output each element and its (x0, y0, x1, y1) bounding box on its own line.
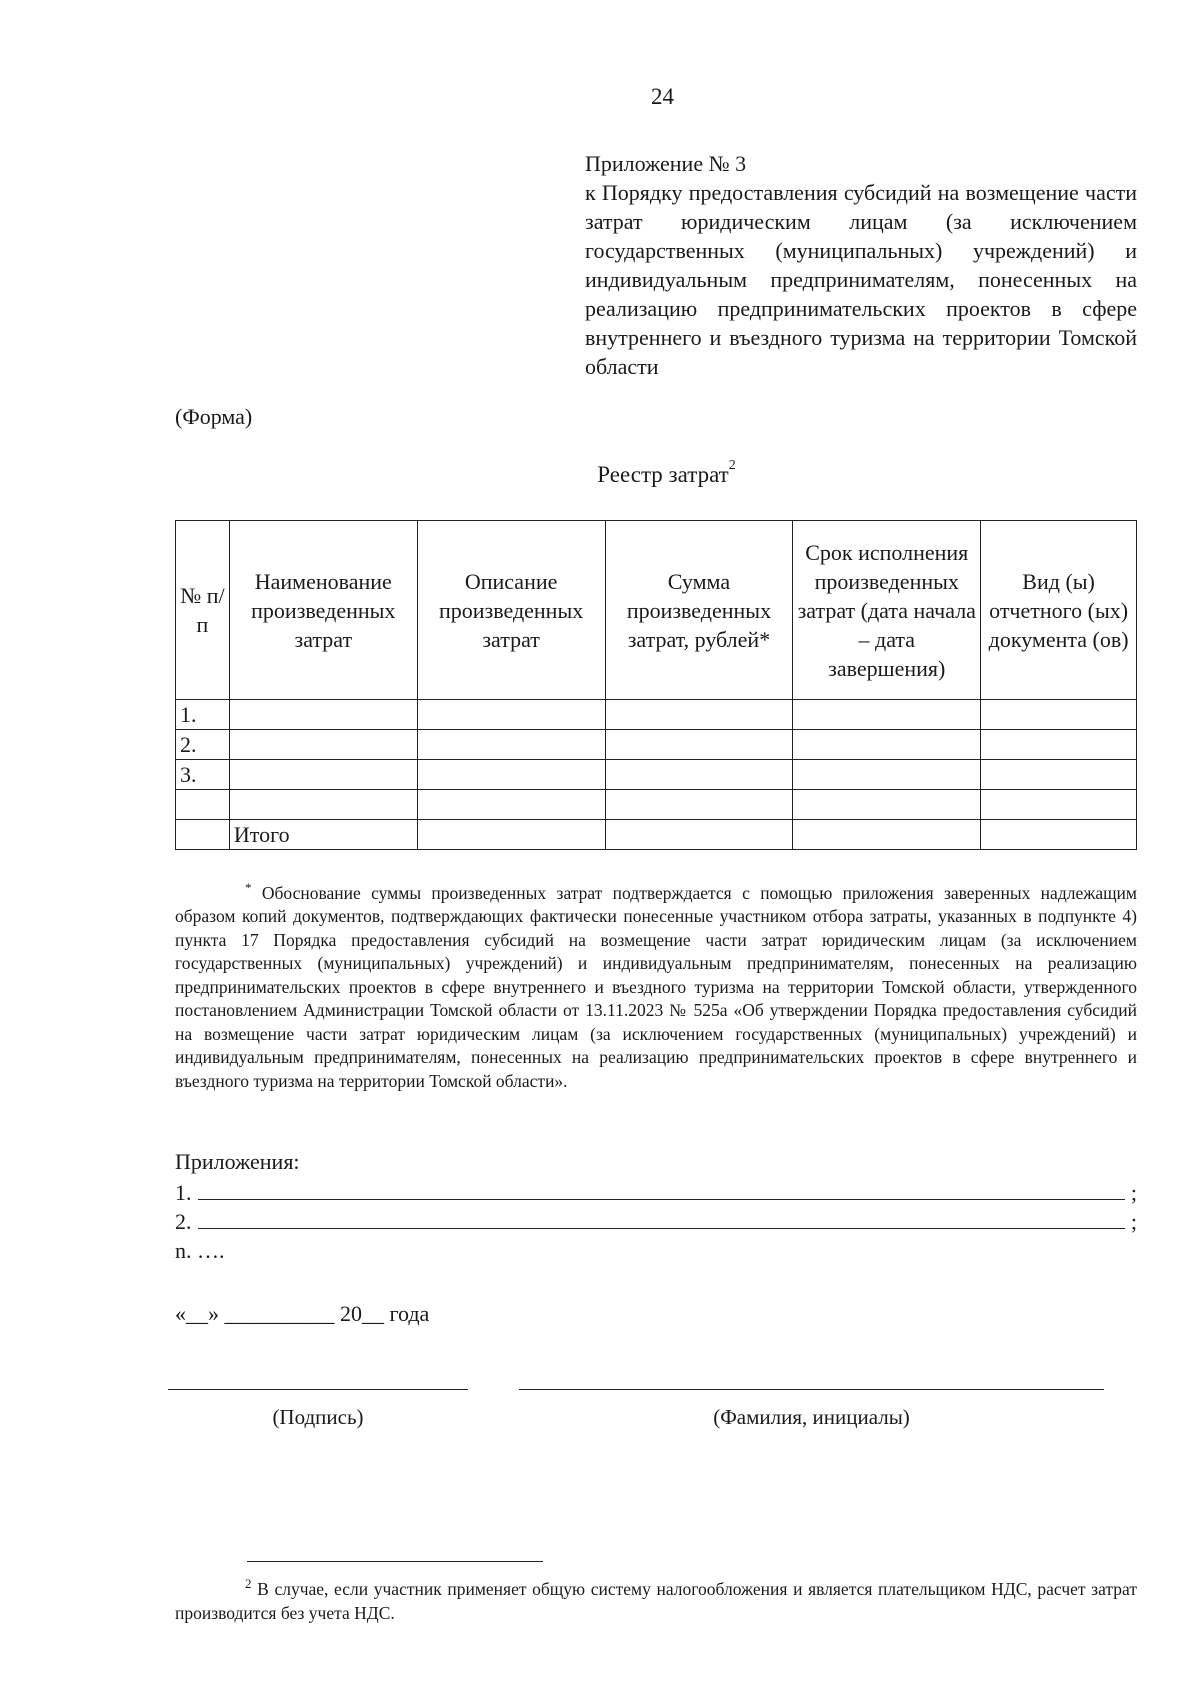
table-cell (229, 790, 417, 820)
footnote-2 (175, 1572, 1137, 1625)
table-cell (981, 820, 1137, 850)
table-cell (793, 820, 981, 850)
registry-title (0, 458, 1200, 488)
table-cell (417, 790, 605, 820)
table-cell (417, 700, 605, 730)
table-cell (981, 730, 1137, 760)
name-label: (Фамилия, инициалы) (713, 1405, 910, 1429)
table-cell (605, 730, 793, 760)
table-cell (605, 790, 793, 820)
table-cell: 1. (176, 700, 230, 730)
table-cell (605, 760, 793, 790)
table-row (176, 790, 1137, 820)
attachments-list (175, 1147, 1137, 1264)
attachment-end: ; (1130, 1180, 1137, 1205)
attachments-heading: Приложения: (175, 1149, 300, 1174)
table-cell (981, 790, 1137, 820)
table-cell (793, 730, 981, 760)
header-cell: Сумма произведенных затрат, рублей* (605, 521, 793, 700)
appendix-text: к Порядку предоставления субсидий на возмещение части затрат юридическим лицам (за исключением государственных (муниципальных) учреждений) и индивидуальным предпринимателям, понесенных на реализацию предпринимательских проектов в сфере внутреннего и въездного туризма на территории Томской области (585, 180, 1137, 379)
table-cell (793, 790, 981, 820)
attachment-item (175, 1206, 1137, 1235)
footnote-star (175, 876, 1137, 1093)
footnote-2-mark: 2 (245, 1576, 252, 1591)
table-row (176, 760, 1137, 790)
table-cell (981, 760, 1137, 790)
table-cell: 3. (176, 760, 230, 790)
page-number: 24 (651, 84, 674, 109)
attachment-item (175, 1177, 1137, 1206)
table-cell (417, 760, 605, 790)
table-cell (417, 820, 605, 850)
table-cell (229, 730, 417, 760)
header-cell: Описание произведенных затрат (417, 521, 605, 700)
header-cell: Вид (ы) отчетного (ых) документа (ов) (981, 521, 1137, 700)
footnote-star-mark: * (245, 880, 252, 895)
table-cell: Итого (229, 820, 417, 850)
attachment-number: 2. (175, 1209, 192, 1234)
footnote-ref-2: 2 (728, 458, 736, 474)
table-row-total (176, 820, 1137, 850)
date-line: «__» __________ 20__ года (175, 1301, 430, 1326)
table-cell (229, 700, 417, 730)
table-cell: 2. (176, 730, 230, 760)
header-cell: Срок исполнения произведенных затрат (дата начала – дата завершения) (793, 521, 981, 700)
signature-line (168, 1389, 468, 1390)
table-cell (229, 760, 417, 790)
table-cell (176, 820, 230, 850)
form-label: (Форма) (175, 404, 253, 429)
signature-label: (Подпись) (272, 1405, 364, 1429)
table-row (176, 700, 1137, 730)
appendix-header (585, 149, 1137, 381)
cost-registry-table (175, 520, 1137, 850)
attachment-more: n. …. (175, 1238, 225, 1263)
header-cell: № п/п (176, 521, 230, 700)
appendix-title: Приложение № 3 (585, 151, 747, 176)
table-cell (793, 700, 981, 730)
name-line (519, 1389, 1104, 1390)
footnote-divider (247, 1561, 543, 1562)
header-cell: Наименование произведенных затрат (229, 521, 417, 700)
table-cell (605, 700, 793, 730)
table-cell (981, 700, 1137, 730)
attachment-end: ; (1130, 1209, 1137, 1234)
table-row (176, 730, 1137, 760)
attachment-fill-line (198, 1228, 1125, 1229)
table-cell (176, 790, 230, 820)
table-cell (793, 760, 981, 790)
footnote-2-text: В случае, если участник применяет общую систему налогообложения и является плательщиком НДС, расчет затрат производится без учета НДС. (175, 1578, 1137, 1623)
table-header-row (176, 521, 1137, 700)
table-cell (417, 730, 605, 760)
attachment-fill-line (198, 1199, 1125, 1200)
attachment-number: 1. (175, 1180, 192, 1205)
table-cell (605, 820, 793, 850)
footnote-star-text: Обоснование суммы произведенных затрат подтверждается с помощью приложения заверенных надлежащим образом копий документов, подтверждающих фактически понесенные участником отбора затраты, указанных в подпункте 4) пункта 17 Порядка предоставления субсидий на возмещение части затрат юридическим лицам (за исключением государственных (муниципальных) учреждений) и индивидуальным предпринимателям, понесенных на реализацию предпринимательских проектов в сфере внутреннего и въездного туризма на территории Томской области, утвержденного постановлением Администрации Томской области от 13.11.2023 № 525а «Об утверждении Порядка предоставления субсидий на возмещение части затрат юридическим лицам (за исключением государственных (муниципальных) учреждений) и индивидуальным предпринимателям, понесенных на реализацию предпринимательских проектов в сфере внутреннего и въездного туризма на территории Томской области». (175, 882, 1137, 1091)
registry-title-text: Реестр затрат (597, 462, 729, 487)
